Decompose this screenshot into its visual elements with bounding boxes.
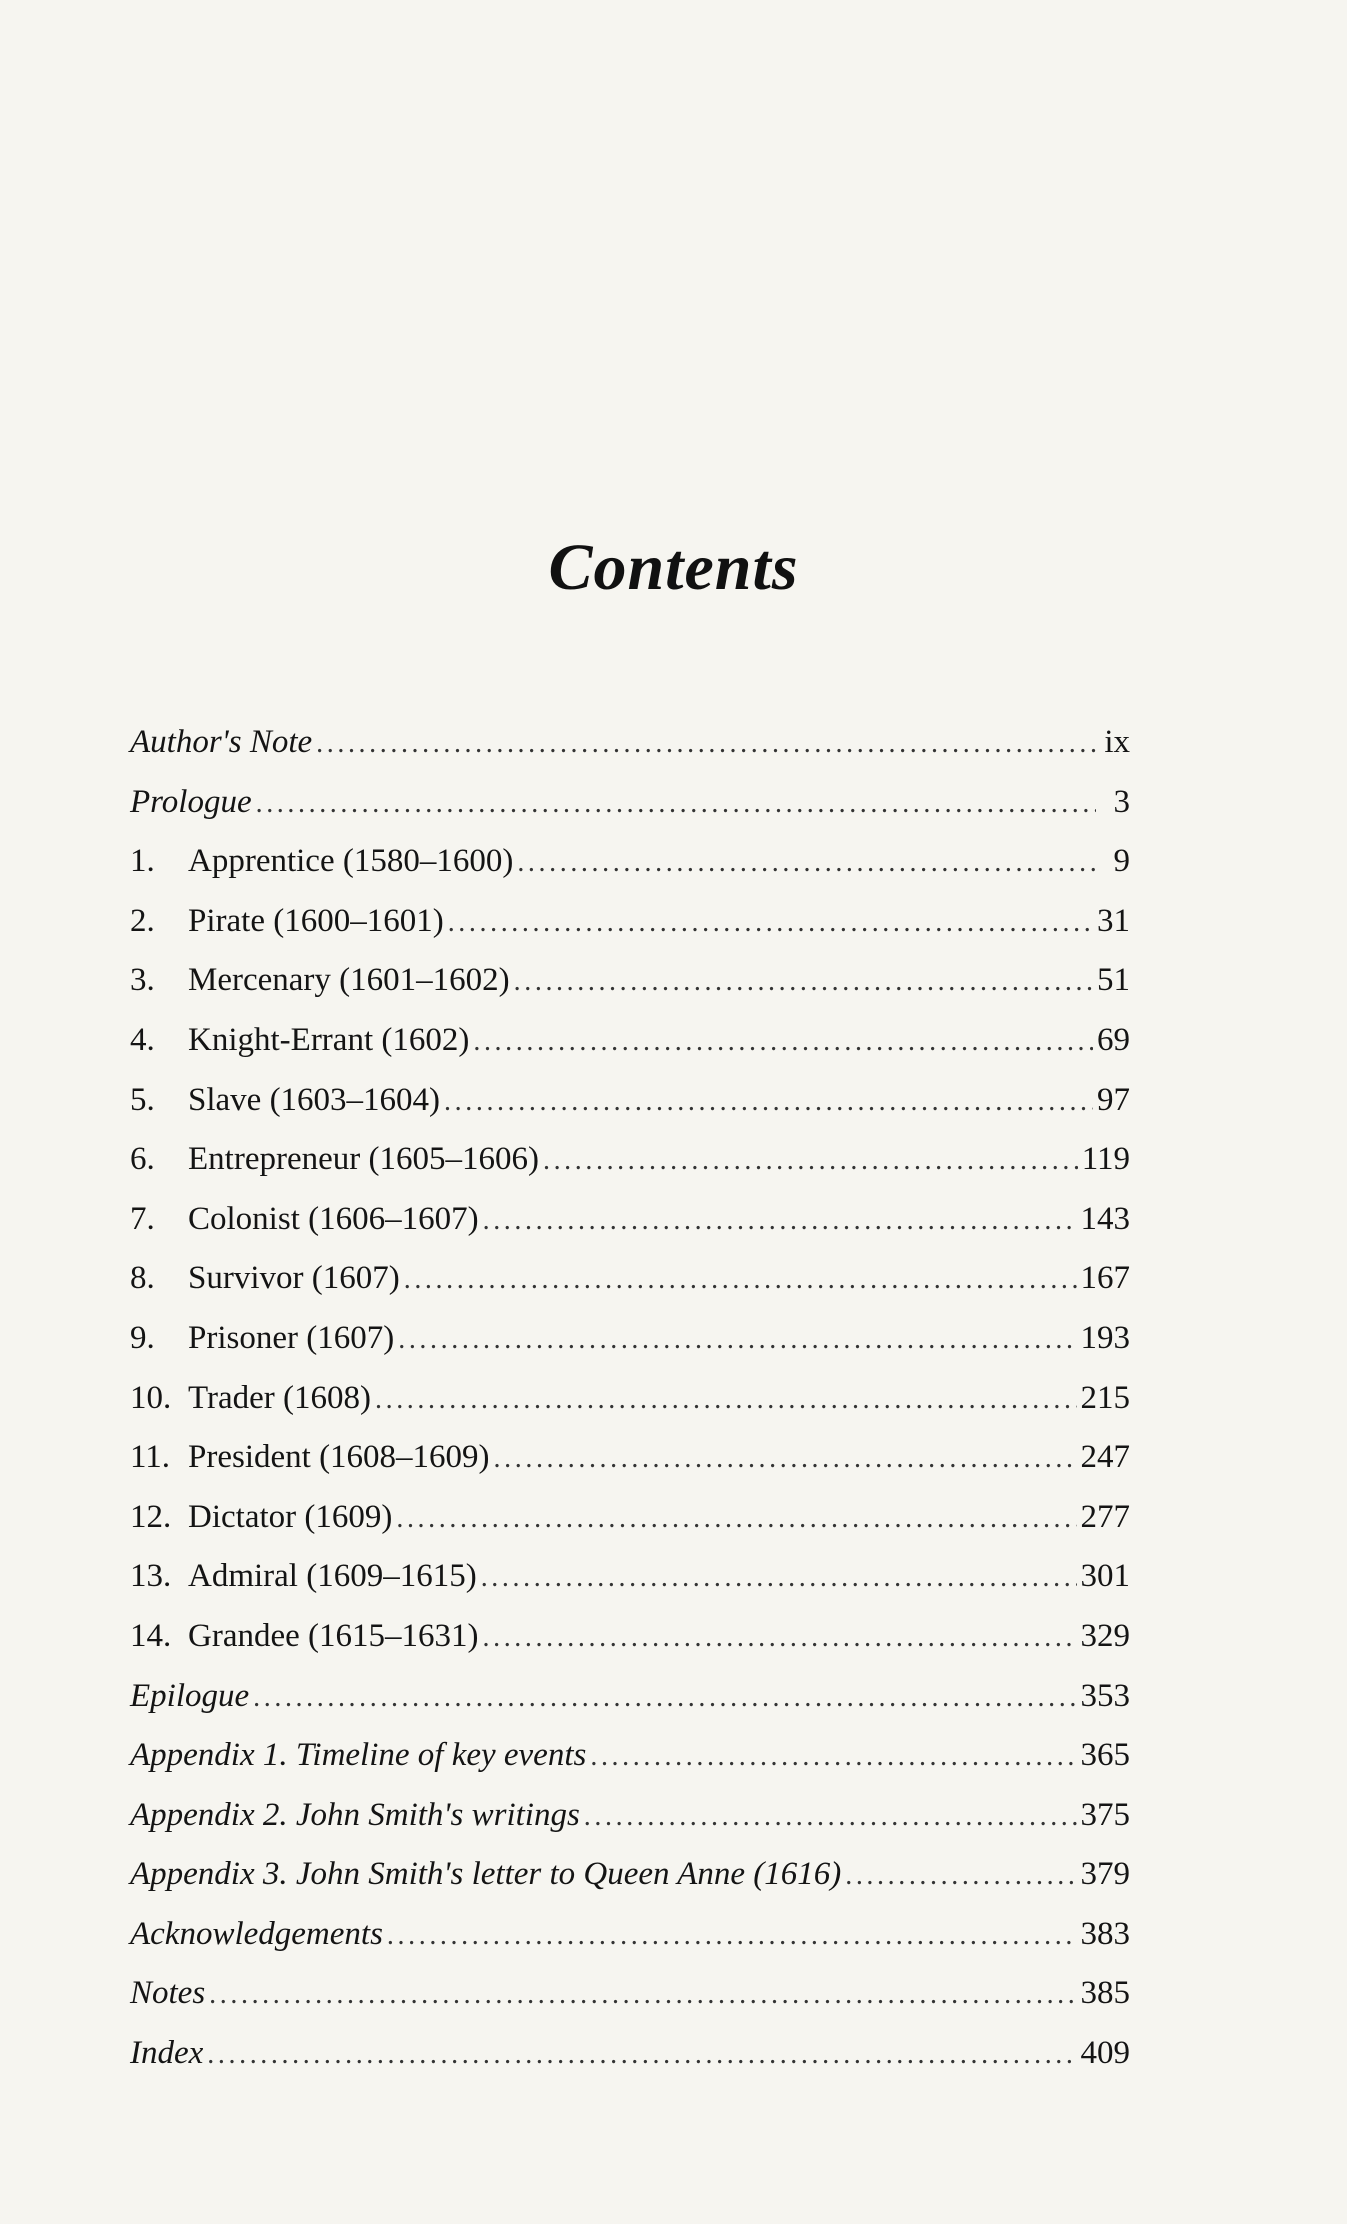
toc-entry-label: Trader (1608) xyxy=(188,1379,371,1416)
toc-entry-label: Pirate (1600–1601) xyxy=(188,902,444,939)
leader-dots xyxy=(481,1562,1077,1594)
toc-entry-page: 9 xyxy=(1113,843,1130,880)
toc-entry-number: 1. xyxy=(130,843,155,880)
toc-entry-label: Prologue xyxy=(130,783,252,820)
toc-entry-acknowledgements xyxy=(130,1916,1130,1976)
toc-entry-label: Index xyxy=(130,2035,204,2072)
leader-dots xyxy=(256,788,1096,820)
toc-entry-page: 301 xyxy=(1080,1558,1130,1595)
toc-entry-page: 31 xyxy=(1097,902,1130,939)
toc-entry-chapter-10 xyxy=(130,1380,1130,1440)
toc-entry-number: 12. xyxy=(130,1498,172,1535)
toc-entry-page: 379 xyxy=(1080,1856,1130,1893)
toc-entry-authors-note xyxy=(130,724,1130,784)
leader-dots xyxy=(845,1860,1076,1892)
toc-entry-label: Mercenary (1601–1602) xyxy=(188,962,510,999)
leader-dots xyxy=(253,1682,1076,1714)
toc-entry-chapter-12 xyxy=(130,1499,1130,1559)
toc-entry-label: Prisoner (1607) xyxy=(188,1319,395,1356)
toc-entry-prologue xyxy=(130,784,1130,844)
leader-dots xyxy=(483,1205,1077,1237)
toc-entry-page: 193 xyxy=(1080,1319,1130,1356)
toc-entry-page: 3 xyxy=(1113,783,1130,820)
table-of-contents xyxy=(130,724,1130,2095)
toc-entry-page: 383 xyxy=(1080,1915,1130,1952)
toc-entry-label: Appendix 2. John Smith's writings xyxy=(130,1796,580,1833)
toc-entry-chapter-4 xyxy=(130,1022,1130,1082)
leader-dots xyxy=(375,1384,1077,1416)
leader-dots xyxy=(543,1145,1078,1177)
leader-dots xyxy=(517,847,1096,879)
toc-entry-chapter-2 xyxy=(130,903,1130,963)
toc-entry-label: Colonist (1606–1607) xyxy=(188,1200,479,1237)
leader-dots xyxy=(209,1979,1076,2011)
toc-entry-number: 11. xyxy=(130,1439,171,1476)
toc-entry-notes xyxy=(130,1975,1130,2035)
toc-entry-page: 277 xyxy=(1080,1498,1130,1535)
toc-entry-chapter-13 xyxy=(130,1558,1130,1618)
toc-entry-page: 409 xyxy=(1080,2035,1130,2072)
toc-entry-number: 13. xyxy=(130,1558,172,1595)
toc-entry-appendix-1 xyxy=(130,1737,1130,1797)
toc-entry-page: 329 xyxy=(1080,1617,1130,1654)
leader-dots xyxy=(398,1324,1076,1356)
leader-dots xyxy=(483,1622,1077,1654)
leader-dots xyxy=(514,966,1093,998)
toc-entry-number: 5. xyxy=(130,1081,155,1118)
leader-dots xyxy=(494,1443,1077,1475)
toc-entry-chapter-9 xyxy=(130,1320,1130,1380)
toc-entry-number: 9. xyxy=(130,1319,155,1356)
leader-dots xyxy=(396,1503,1076,1535)
toc-entry-page: 51 xyxy=(1097,962,1130,999)
leader-dots xyxy=(316,728,1096,760)
leader-dots xyxy=(444,1086,1093,1118)
toc-entry-number: 14. xyxy=(130,1617,172,1654)
toc-entry-number: 2. xyxy=(130,902,155,939)
toc-entry-number: 6. xyxy=(130,1141,155,1178)
toc-entry-label: Acknowledgements xyxy=(130,1915,383,1952)
toc-entry-page: 215 xyxy=(1080,1379,1130,1416)
toc-entry-label: Epilogue xyxy=(130,1677,250,1714)
toc-entry-label: Dictator (1609) xyxy=(188,1498,393,1535)
toc-entry-chapter-3 xyxy=(130,962,1130,1022)
toc-entry-label: Notes xyxy=(130,1975,206,2012)
toc-entry-number: 3. xyxy=(130,962,155,999)
toc-entry-label: Slave (1603–1604) xyxy=(188,1081,441,1118)
toc-entry-index xyxy=(130,2035,1130,2095)
leader-dots xyxy=(584,1801,1077,1833)
leader-dots xyxy=(404,1264,1077,1296)
leader-dots xyxy=(207,2039,1076,2071)
toc-entry-chapter-14 xyxy=(130,1618,1130,1678)
toc-entry-label: Grandee (1615–1631) xyxy=(188,1617,479,1654)
toc-entry-appendix-3 xyxy=(130,1856,1130,1916)
toc-entry-page: 143 xyxy=(1080,1200,1130,1237)
toc-entry-page: 247 xyxy=(1080,1439,1130,1476)
toc-entry-label: Knight-Errant (1602) xyxy=(188,1021,470,1058)
leader-dots xyxy=(590,1741,1076,1773)
toc-entry-number: 7. xyxy=(130,1200,155,1237)
toc-entry-chapter-6 xyxy=(130,1141,1130,1201)
toc-entry-label: Author's Note xyxy=(130,724,313,760)
toc-entry-number: 8. xyxy=(130,1260,155,1297)
toc-entry-page: 353 xyxy=(1080,1677,1130,1714)
toc-entry-label: President (1608–1609) xyxy=(188,1439,490,1476)
toc-entry-label: Admiral (1609–1615) xyxy=(188,1558,477,1595)
leader-dots xyxy=(473,1026,1093,1058)
toc-entry-page: 97 xyxy=(1097,1081,1130,1118)
toc-entry-page: 385 xyxy=(1080,1975,1130,2012)
toc-entry-label: Appendix 3. John Smith's letter to Queen Anne (1616) xyxy=(130,1856,842,1893)
toc-entry-label: Survivor (1607) xyxy=(188,1260,400,1297)
toc-entry-page: ix xyxy=(1104,724,1130,760)
toc-entry-page: 69 xyxy=(1097,1021,1130,1058)
toc-entry-chapter-1 xyxy=(130,843,1130,903)
toc-entry-label: Appendix 1. Timeline of key events xyxy=(130,1737,587,1774)
toc-entry-label: Apprentice (1580–1600) xyxy=(188,843,514,880)
toc-entry-chapter-5 xyxy=(130,1082,1130,1142)
leader-dots xyxy=(387,1920,1077,1952)
toc-entry-page: 365 xyxy=(1080,1737,1130,1774)
page-title: Contents xyxy=(548,531,799,604)
toc-entry-chapter-8 xyxy=(130,1260,1130,1320)
toc-entry-number: 10. xyxy=(130,1379,172,1416)
toc-entry-label: Entrepreneur (1605–1606) xyxy=(188,1141,539,1178)
toc-entry-number: 4. xyxy=(130,1021,155,1058)
leader-dots xyxy=(448,907,1093,939)
toc-entry-page: 375 xyxy=(1080,1796,1130,1833)
toc-entry-page: 167 xyxy=(1080,1260,1130,1297)
toc-entry-appendix-2 xyxy=(130,1797,1130,1857)
toc-entry-epilogue xyxy=(130,1678,1130,1738)
toc-entry-chapter-11 xyxy=(130,1439,1130,1499)
toc-entry-chapter-7 xyxy=(130,1201,1130,1261)
toc-entry-page: 119 xyxy=(1081,1141,1130,1178)
